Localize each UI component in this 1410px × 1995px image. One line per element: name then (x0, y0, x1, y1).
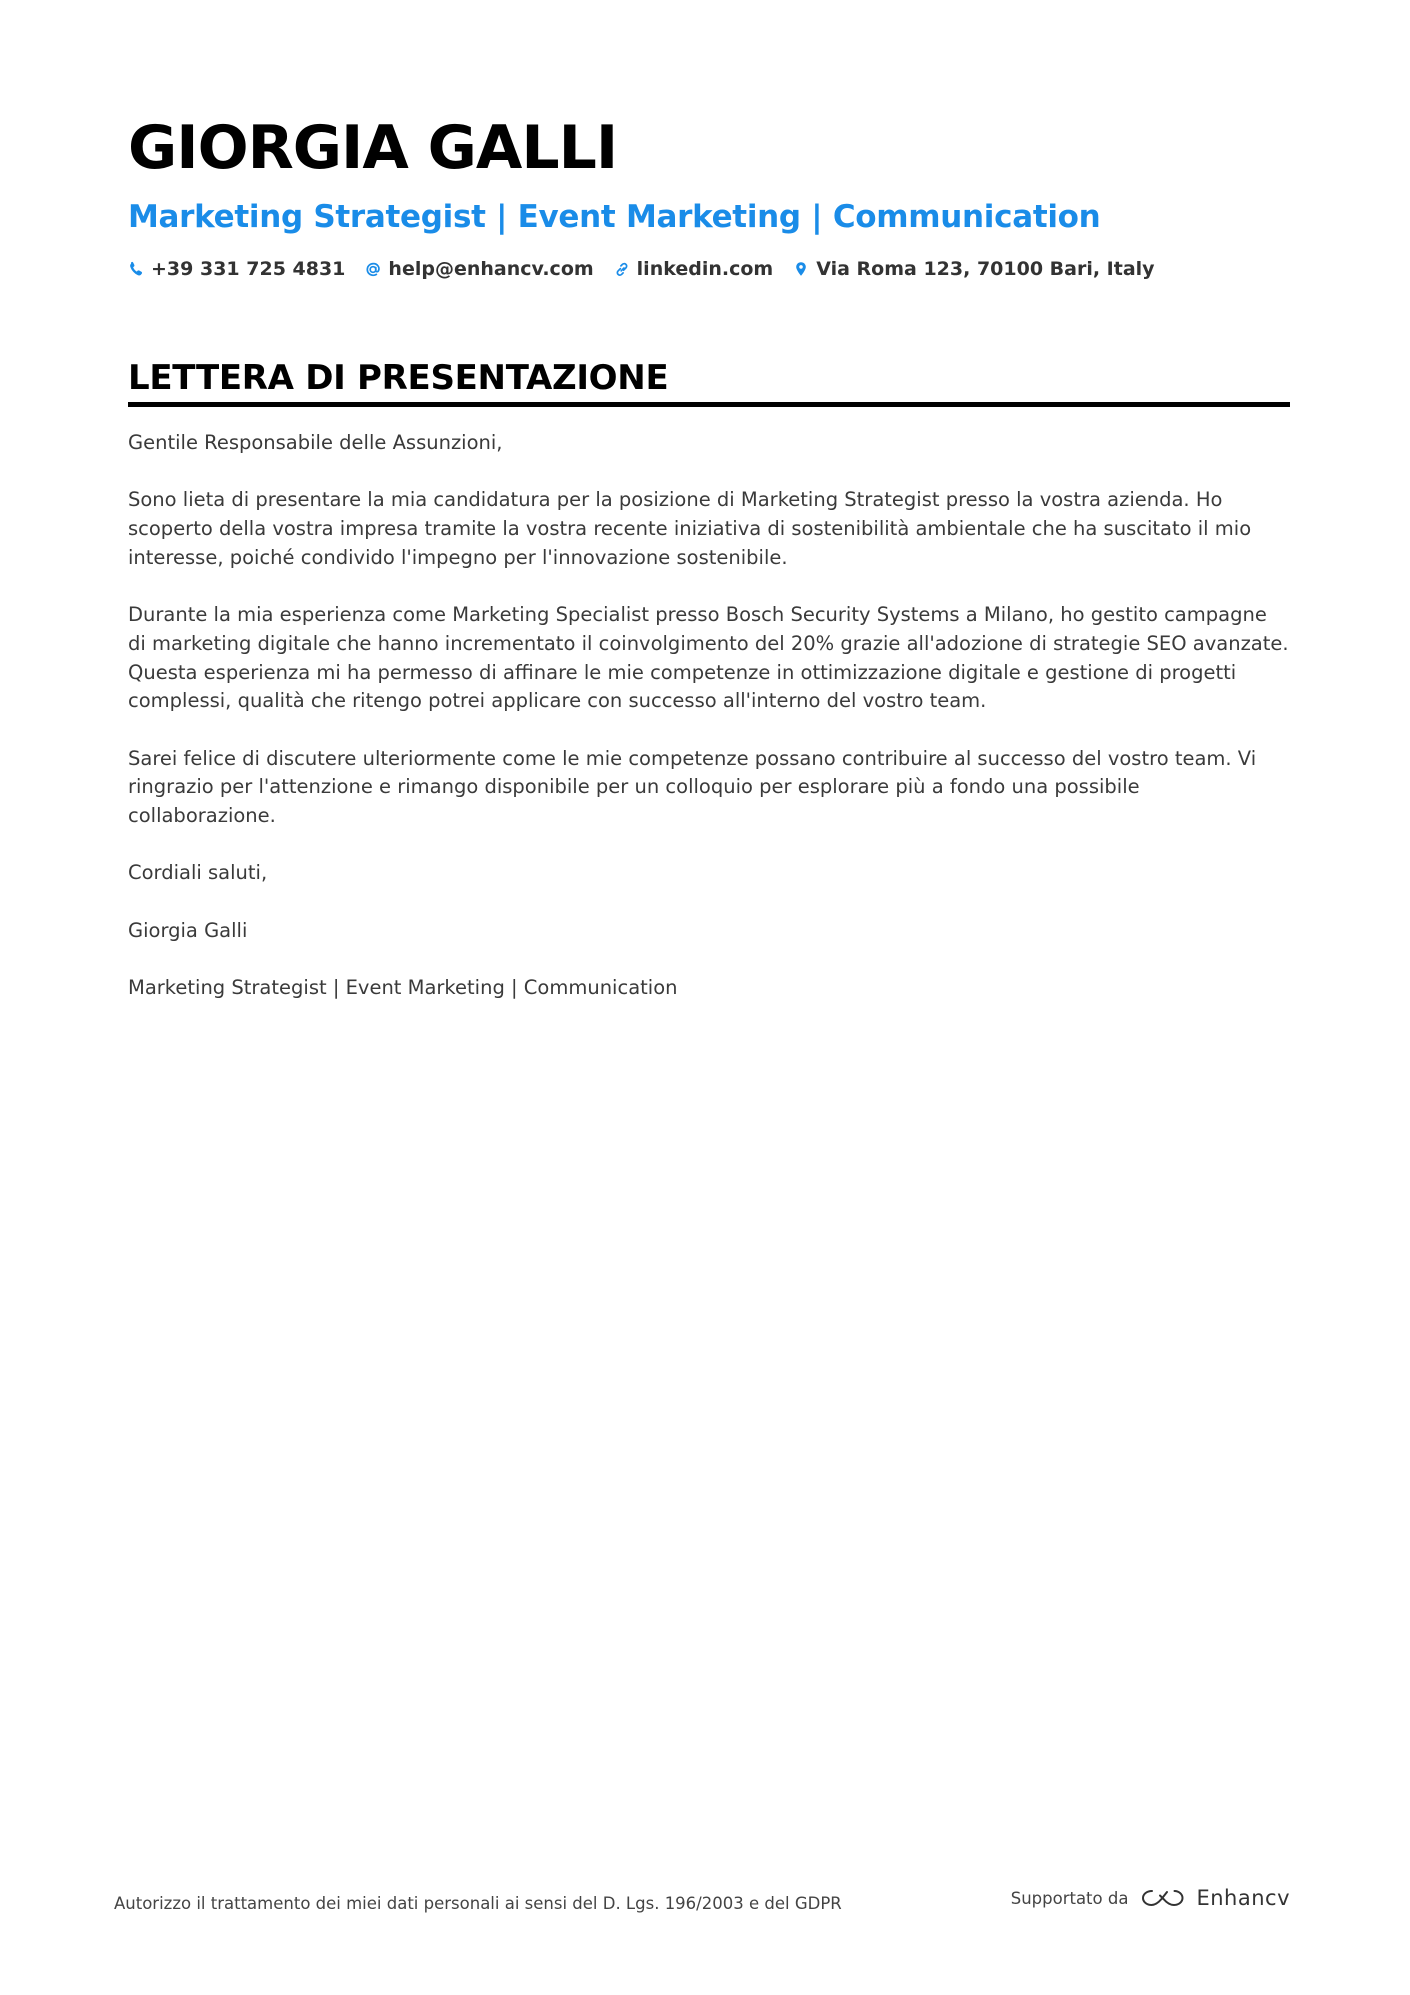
letter-closing: Cordiali saluti, (128, 861, 268, 885)
letter-paragraph: Sarei felice di discutere ulteriormente come le mie competenze possano contribuire al successo del vostro team. Vi ringrazio per l'attenzione e rimango disponibile per un colloquio per esplorare più a fondo una possibile collaborazione. (128, 746, 1257, 828)
phone-icon (128, 260, 144, 278)
link-icon (614, 260, 630, 278)
privacy-consent: Autorizzo il trattamento dei miei dati personali ai sensi del D. Lgs. 196/2003 e del GDPR (114, 1894, 842, 1913)
applicant-name: GIORGIA GALLI (128, 113, 618, 183)
letter-paragraph: Durante la mia esperienza come Marketing Specialist presso Bosch Security Systems a Milano, ho gestito campagne di marketing digitale che hanno incrementato il coinvolgimento del 20% grazie all'adozione di strategie SEO avanzate. Questa esperienza mi ha permesso di affinare le mie competenze in ottimizzazione digitale e gestione di progetti complessi, qualità che ritengo potrei applicare con successo all'interno del vostro team. (128, 603, 1289, 713)
signature-title: Marketing Strategist | Event Marketing | Communication (128, 976, 678, 1000)
location-pin-icon (793, 260, 809, 278)
powered-by[interactable] (1011, 1886, 1290, 1910)
cover-letter-page (128, 110, 1290, 1032)
contact-phone-text: +39 331 725 4831 (151, 258, 346, 280)
contact-email[interactable] (365, 258, 593, 280)
letter-paragraph: Sono lieta di presentare la mia candidatura per la posizione di Marketing Strategist presso la vostra azienda. Ho scoperto della vostra impresa tramite la vostra recente iniziativa di sostenibilità ambientale che ha suscitato il mio interesse, poiché condivido l'impegno per l'innovazione sostenibile. (128, 488, 1252, 569)
contact-linkedin-text: linkedin.com (636, 258, 774, 280)
applicant-headline: Marketing Strategist | Event Marketing | Communication (128, 199, 1101, 235)
contact-bar (128, 258, 1290, 280)
enhancv-brand-name: Enhancv (1196, 1886, 1290, 1910)
at-icon (365, 260, 381, 278)
letter-body (128, 429, 1290, 1003)
powered-by-label: Supportato da (1010, 1888, 1129, 1908)
enhancv-logo-icon (1140, 1886, 1186, 1910)
signature-name: Giorgia Galli (128, 918, 248, 942)
letter-greeting: Gentile Responsabile delle Assunzioni, (128, 431, 503, 454)
contact-phone[interactable] (128, 258, 345, 280)
contact-linkedin[interactable] (614, 258, 774, 280)
contact-email-text: help@enhancv.com (388, 258, 594, 280)
contact-location-text: Via Roma 123, 70100 Bari, Italy (816, 258, 1155, 280)
contact-location (793, 258, 1154, 280)
section-title: LETTERA DI PRESENTAZIONE (128, 358, 1290, 407)
